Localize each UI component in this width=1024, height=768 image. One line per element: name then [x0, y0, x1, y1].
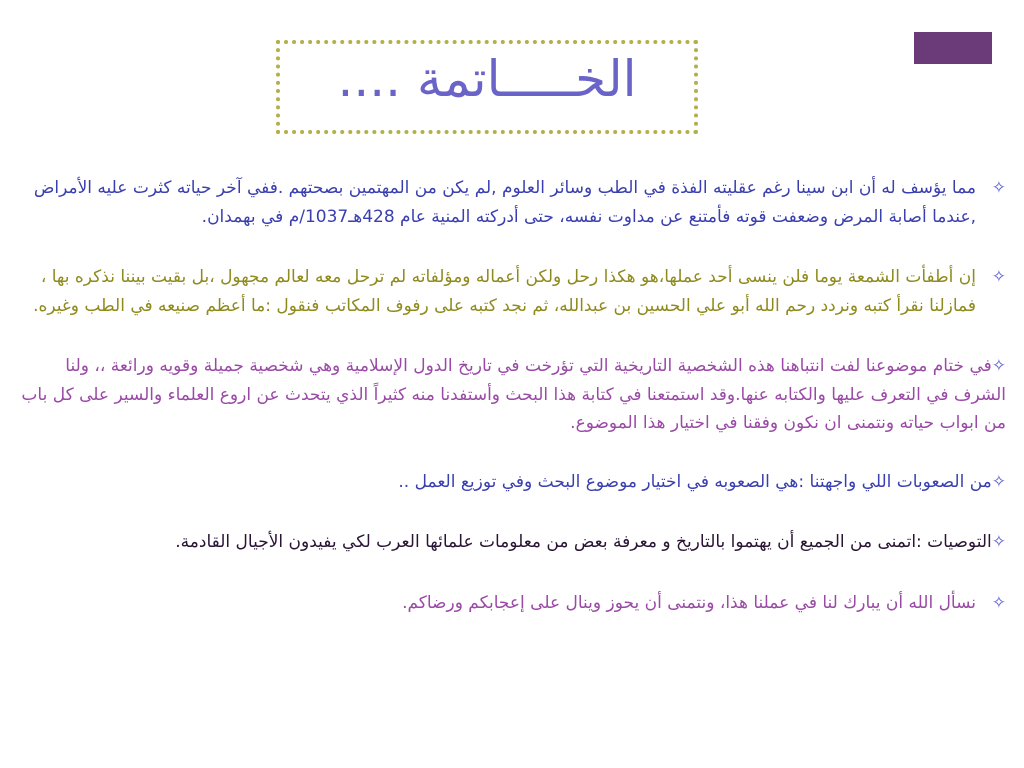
bullet-icon: ✧	[991, 592, 1006, 613]
bullet-icon: ✧	[991, 356, 1006, 376]
paragraph-5	[18, 528, 1006, 557]
paragraph-6-text: نسأل الله أن يبارك لنا في عملنا هذا، ونتمنى أن يحوز وينال على إعجابكم ورضاكم.	[402, 592, 976, 613]
paragraph-3	[18, 352, 1006, 438]
title-box	[276, 40, 698, 134]
paragraph-2	[18, 263, 1006, 320]
paragraph-2-text: إن أطفأت الشمعة يوما فلن ينسى أحد عملها،هو هكذا رحل ولكن أعماله ومؤلفاته لم ترحل معه لعالم مجهول ،بل بقيت بيننا نذكره بها ، فمازلنا نقرأ كتبه ونردد رحم الله أبو علي الحسين بن عبدالله، ثم نجد كتبه على رفوف المكاتب فنقول :ما أعظم صنيعه في الطب وغيره.	[33, 267, 976, 316]
bullet-icon: ✧	[991, 471, 1006, 492]
paragraph-1-text: مما يؤسف له أن ابن سينا رغم عقليته الفذة في الطب وسائر العلوم ,لم يكن من المهتمين بصحتهم .ففي آخر حياته كثرت عليه الأمراض ,عندما أصابة المرض وضعفت قوته فأمتنع عن مداوت نفسه، حتى أدركته المنية عام 428هـ1037/م في بهمدان.	[33, 178, 976, 227]
page-title: الخـــــاتمة ....	[337, 50, 637, 108]
paragraph-5-text: التوصيات :اتمنى من الجميع أن يهتموا بالتاريخ و معرفة بعض من معلومات علمائها العرب لكي يفيدون الأجيال القادمة.	[175, 532, 992, 552]
paragraph-3-text: في ختام موضوعنا لفت انتباهنا هذه الشخصية التاريخية التي تؤرخت في تاريخ الدول الإسلامية وهي شخصية جميلة وقويه ورائعة ،، ولنا الشرف في التعرف عليها والكتابه عنها.وقد استمتعنا في كتابة هذا البحث وأستفدنا منه كثيراً الذي يتحدث عن اروع العلماء والسير على كل باب من ابواب حياته ونتمنى ان نكون وفقنا في اختيار هذا الموضوع.	[21, 356, 1006, 433]
bullet-icon: ✧	[991, 178, 1006, 198]
paragraph-4-text: من الصعوبات اللي واجهتنا :هي الصعوبه في اختيار موضوع البحث وفي توزيع العمل ..	[398, 471, 992, 492]
paragraph-4	[18, 468, 1006, 497]
paragraph-6	[18, 589, 1006, 618]
bullet-icon: ✧	[991, 267, 1006, 287]
bullet-icon: ✧	[991, 532, 1006, 552]
accent-rectangle	[914, 32, 992, 64]
paragraph-1	[18, 174, 1006, 231]
content-body	[18, 174, 1006, 617]
